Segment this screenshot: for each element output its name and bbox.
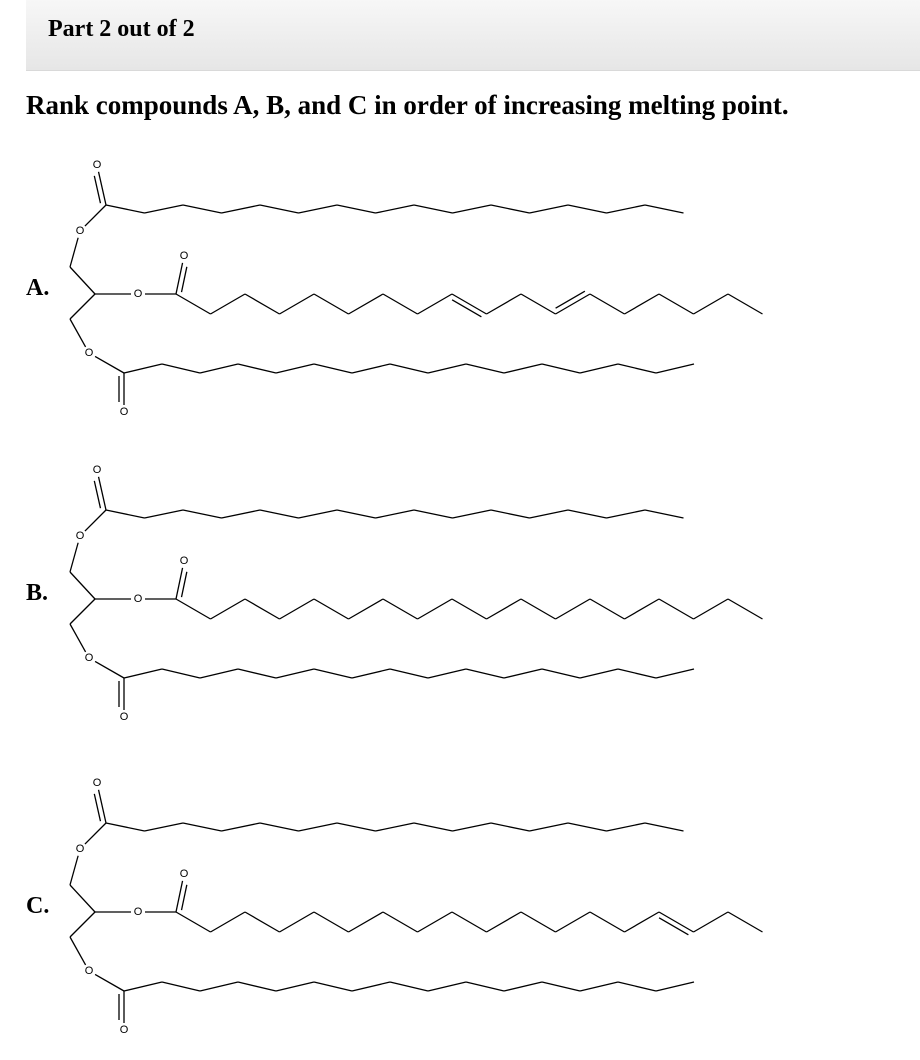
middle-chain-bond <box>590 599 625 619</box>
ester-oxygen: O <box>84 652 94 664</box>
carbonyl-double-bond <box>182 572 187 597</box>
middle-chain-bond <box>349 294 384 314</box>
middle-chain-bond <box>556 912 591 932</box>
top-chain-bond <box>568 205 607 213</box>
top-chain-bond <box>145 823 184 831</box>
top-chain-bond <box>145 510 184 518</box>
middle-chain-bond <box>694 912 729 932</box>
bottom-chain-bond <box>656 669 694 678</box>
top-chain-bond <box>260 205 299 213</box>
ester-oxygen: O <box>84 965 94 977</box>
top-chain-bond <box>491 205 530 213</box>
top-chain-bond <box>414 823 453 831</box>
top-chain-bond <box>106 205 145 213</box>
bottom-chain-bond <box>276 364 314 373</box>
glycerol-bond <box>70 543 78 572</box>
top-chain-bond <box>568 510 607 518</box>
bottom-chain-bond <box>162 982 200 991</box>
top-chain-bond <box>106 510 145 518</box>
top-chain-bond <box>222 823 261 831</box>
bottom-chain-bond <box>162 364 200 373</box>
top-chain-bond <box>414 510 453 518</box>
bottom-chain-bond <box>618 364 656 373</box>
middle-chain-bond <box>487 294 522 314</box>
top-chain-bond <box>106 823 145 831</box>
bottom-chain-bond <box>542 982 580 991</box>
top-chain-bond <box>491 823 530 831</box>
bottom-chain-bond <box>580 669 618 678</box>
top-chain-bond <box>299 823 338 831</box>
part-title: Part 2 out of 2 <box>48 16 195 42</box>
middle-chain-bond <box>314 599 349 619</box>
top-chain-bond <box>183 510 222 518</box>
ester-oxygen: O <box>75 843 85 855</box>
bottom-chain-bond <box>238 982 276 991</box>
top-chain-bond <box>453 205 492 213</box>
top-chain-bond <box>222 510 261 518</box>
bottom-chain-bond <box>466 364 504 373</box>
compound-c-structure <box>0 768 920 1058</box>
glycerol-bond <box>70 624 86 652</box>
bottom-chain-bond <box>428 669 466 678</box>
top-chain-bond <box>299 510 338 518</box>
middle-chain-bond <box>487 599 522 619</box>
middle-chain-bond <box>659 599 694 619</box>
top-chain-bond <box>222 205 261 213</box>
ester-oxygen: O <box>84 347 94 359</box>
top-chain-bond <box>645 205 684 213</box>
bottom-chain-bond <box>238 364 276 373</box>
bottom-chain-bond <box>428 364 466 373</box>
top-chain-bond <box>376 205 415 213</box>
bottom-chain-bond <box>276 982 314 991</box>
top-chain-bond <box>645 510 684 518</box>
top-chain-bond <box>183 205 222 213</box>
glycerol-bond <box>70 937 86 965</box>
middle-chain-bond <box>211 599 246 619</box>
top-chain-bond <box>453 823 492 831</box>
top-chain-bond <box>607 823 646 831</box>
compound-a-structure <box>0 150 920 440</box>
bottom-chain-bond <box>390 982 428 991</box>
middle-cis-double-bond <box>452 294 487 314</box>
ester-oxygen: O <box>133 593 143 605</box>
middle-chain-bond <box>176 912 211 932</box>
bottom-chain-bond <box>504 982 542 991</box>
bottom-chain-bond <box>200 364 238 373</box>
bottom-chain-bond <box>618 669 656 678</box>
middle-chain-bond <box>176 599 211 619</box>
glycerol-bond <box>70 912 95 937</box>
top-chain-bond <box>183 823 222 831</box>
glycerol-bond <box>70 238 78 267</box>
carbonyl-double-bond <box>94 794 100 821</box>
top-chain-bond <box>645 823 684 831</box>
middle-chain-bond <box>349 912 384 932</box>
ester-o-c-bond <box>85 823 106 844</box>
top-chain-bond <box>145 205 184 213</box>
bottom-chain-bond <box>390 669 428 678</box>
middle-chain-bond <box>625 912 660 932</box>
part-header <box>26 0 920 71</box>
middle-chain-bond <box>280 912 315 932</box>
bottom-chain-bond <box>200 669 238 678</box>
bottom-chain-bond <box>580 982 618 991</box>
top-chain-bond <box>260 823 299 831</box>
top-chain-bond <box>260 510 299 518</box>
glycerol-bond <box>70 267 95 294</box>
carbonyl-oxygen: O <box>179 555 189 567</box>
ester-o-c-bond <box>95 661 124 678</box>
middle-chain-bond <box>728 294 763 314</box>
middle-chain-bond <box>211 294 246 314</box>
ester-o-c-bond <box>85 510 106 531</box>
top-chain-bond <box>607 205 646 213</box>
bottom-chain-bond <box>390 364 428 373</box>
bottom-chain-bond <box>124 982 162 991</box>
carbonyl-oxygen: O <box>119 711 129 723</box>
middle-chain-bond <box>245 912 280 932</box>
middle-chain-bond <box>383 912 418 932</box>
middle-chain-bond <box>521 599 556 619</box>
bottom-chain-bond <box>542 364 580 373</box>
middle-chain-bond <box>314 294 349 314</box>
top-chain-bond <box>530 205 569 213</box>
bottom-chain-bond <box>238 669 276 678</box>
middle-chain-bond <box>452 599 487 619</box>
bottom-chain-bond <box>314 982 352 991</box>
carbonyl-double-bond <box>182 267 187 292</box>
middle-chain-bond <box>245 294 280 314</box>
middle-chain-bond <box>452 912 487 932</box>
middle-chain-bond <box>418 912 453 932</box>
middle-chain-bond <box>280 599 315 619</box>
ester-o-c-bond <box>95 356 124 373</box>
top-chain-bond <box>453 510 492 518</box>
carbonyl-double-bond <box>94 176 100 203</box>
question-text: Rank compounds A, B, and C in order of increasing melting point. <box>26 90 789 120</box>
top-chain-bond <box>376 510 415 518</box>
middle-chain-bond <box>418 294 453 314</box>
bottom-chain-bond <box>656 364 694 373</box>
bottom-chain-bond <box>618 982 656 991</box>
middle-cis-double-bond <box>659 912 694 932</box>
glycerol-bond <box>70 294 95 319</box>
middle-chain-bond <box>383 599 418 619</box>
middle-chain-bond <box>418 599 453 619</box>
bottom-chain-bond <box>314 669 352 678</box>
ester-oxygen: O <box>133 288 143 300</box>
glycerol-bond <box>70 319 86 347</box>
compound-b-structure <box>0 455 920 745</box>
middle-chain-bond <box>659 294 694 314</box>
carbonyl-oxygen: O <box>119 406 129 418</box>
middle-chain-bond <box>314 912 349 932</box>
bottom-chain-bond <box>124 669 162 678</box>
glycerol-bond <box>70 599 95 624</box>
bottom-chain-bond <box>352 669 390 678</box>
bottom-chain-bond <box>504 364 542 373</box>
middle-chain-bond <box>280 294 315 314</box>
middle-chain-bond <box>176 294 211 314</box>
carbonyl-oxygen: O <box>119 1024 129 1036</box>
middle-chain-bond <box>590 294 625 314</box>
middle-chain-bond <box>728 599 763 619</box>
carbonyl-oxygen: O <box>92 464 102 476</box>
top-chain-bond <box>337 510 376 518</box>
ester-oxygen: O <box>75 530 85 542</box>
bottom-chain-bond <box>352 364 390 373</box>
top-chain-bond <box>414 205 453 213</box>
compound-label-a: A. <box>26 275 50 301</box>
middle-chain-bond <box>383 294 418 314</box>
ester-o-c-bond <box>85 205 106 226</box>
middle-chain-bond <box>211 912 246 932</box>
middle-chain-bond <box>349 599 384 619</box>
bottom-chain-bond <box>276 669 314 678</box>
bottom-chain-bond <box>466 669 504 678</box>
middle-chain-bond <box>694 294 729 314</box>
bottom-chain-bond <box>124 364 162 373</box>
bottom-chain-bond <box>352 982 390 991</box>
glycerol-bond <box>70 572 95 599</box>
middle-cis-double-bond <box>556 294 591 314</box>
middle-chain-bond <box>694 599 729 619</box>
compound-label-c: C. <box>26 893 50 919</box>
carbonyl-oxygen: O <box>92 159 102 171</box>
carbonyl-double-bond <box>182 885 187 910</box>
bottom-chain-bond <box>466 982 504 991</box>
top-chain-bond <box>530 823 569 831</box>
top-chain-bond <box>530 510 569 518</box>
middle-chain-bond <box>590 912 625 932</box>
bottom-chain-bond <box>428 982 466 991</box>
carbonyl-double-bond <box>94 481 100 508</box>
middle-chain-bond <box>625 294 660 314</box>
bottom-chain-bond <box>162 669 200 678</box>
glycerol-bond <box>70 885 95 912</box>
middle-chain-bond <box>487 912 522 932</box>
carbonyl-oxygen: O <box>179 868 189 880</box>
compound-label-b: B. <box>26 580 49 606</box>
ester-oxygen: O <box>75 225 85 237</box>
middle-chain-bond <box>556 599 591 619</box>
top-chain-bond <box>568 823 607 831</box>
top-chain-bond <box>337 205 376 213</box>
ester-o-c-bond <box>95 974 124 991</box>
glycerol-bond <box>70 856 78 885</box>
top-chain-bond <box>491 510 530 518</box>
middle-chain-bond <box>245 599 280 619</box>
ester-oxygen: O <box>133 906 143 918</box>
bottom-chain-bond <box>200 982 238 991</box>
middle-chain-bond <box>521 912 556 932</box>
carbonyl-oxygen: O <box>92 777 102 789</box>
top-chain-bond <box>299 205 338 213</box>
bottom-chain-bond <box>504 669 542 678</box>
middle-chain-bond <box>625 599 660 619</box>
top-chain-bond <box>376 823 415 831</box>
bottom-chain-bond <box>656 982 694 991</box>
bottom-chain-bond <box>580 364 618 373</box>
middle-chain-bond <box>728 912 763 932</box>
top-chain-bond <box>337 823 376 831</box>
bottom-chain-bond <box>542 669 580 678</box>
bottom-chain-bond <box>314 364 352 373</box>
middle-chain-bond <box>521 294 556 314</box>
top-chain-bond <box>607 510 646 518</box>
carbonyl-oxygen: O <box>179 250 189 262</box>
